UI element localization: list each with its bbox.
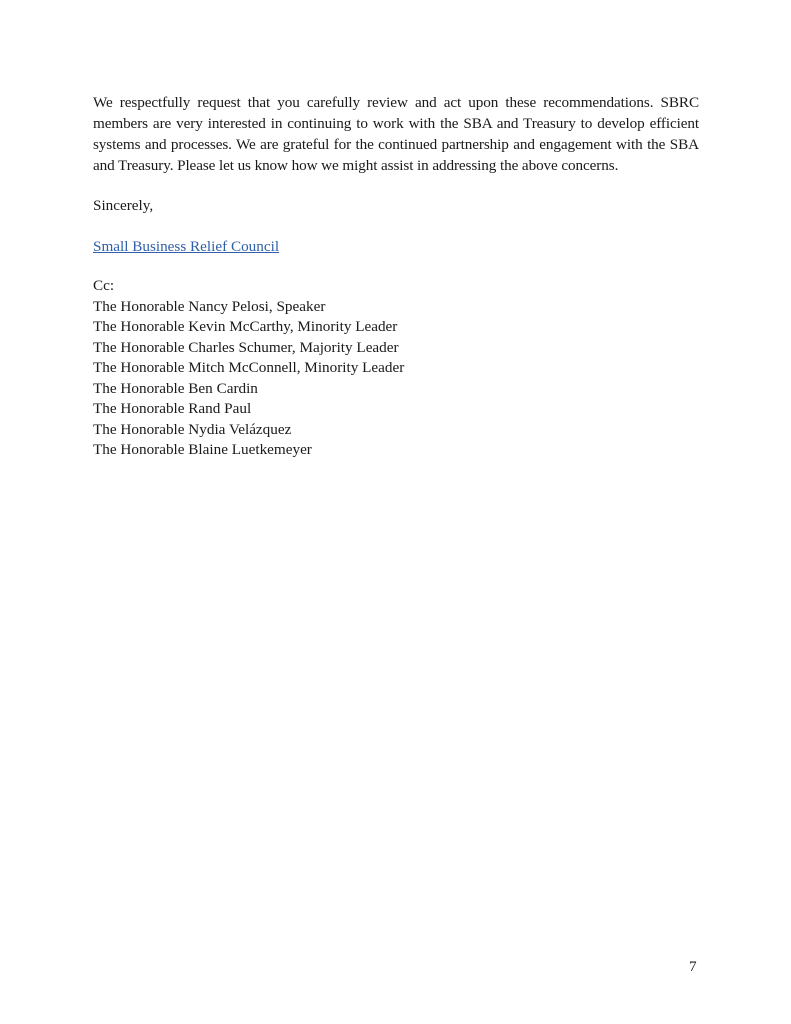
signature-link[interactable]: Small Business Relief Council: [93, 238, 280, 255]
cc-recipient: The Honorable Kevin McCarthy, Minority Leader: [93, 318, 398, 335]
cc-recipient: The Honorable Nancy Pelosi, Speaker: [93, 297, 326, 315]
cc-recipient: The Honorable Charles Schumer, Majority Leader: [93, 338, 399, 356]
cc-label: Cc:: [93, 277, 115, 294]
cc-recipient: The Honorable Ben Cardin: [93, 379, 258, 397]
cc-recipient: The Honorable Rand Paul: [93, 400, 252, 417]
cc-recipient: The Honorable Blaine Luetkemeyer: [93, 441, 312, 458]
cc-recipient: The Honorable Nydia Velázquez: [93, 420, 292, 438]
closing-salutation: Sincerely,: [93, 197, 154, 214]
cc-recipient-list: [93, 297, 404, 461]
page-number: 7: [689, 958, 697, 975]
cc-block: [93, 276, 404, 461]
closing-paragraph: We respectfully request that you carefully review and act upon these recommendations. SBRC members are very interested in continuing to work with the SBA and Treasury to develop efficient systems and processes. We are grateful for the continued partnership and engagement with the SBA and Treasury. Please let us know how we might assist in addressing the above concerns.: [93, 94, 699, 174]
cc-recipient: The Honorable Mitch McConnell, Minority Leader: [93, 359, 405, 376]
